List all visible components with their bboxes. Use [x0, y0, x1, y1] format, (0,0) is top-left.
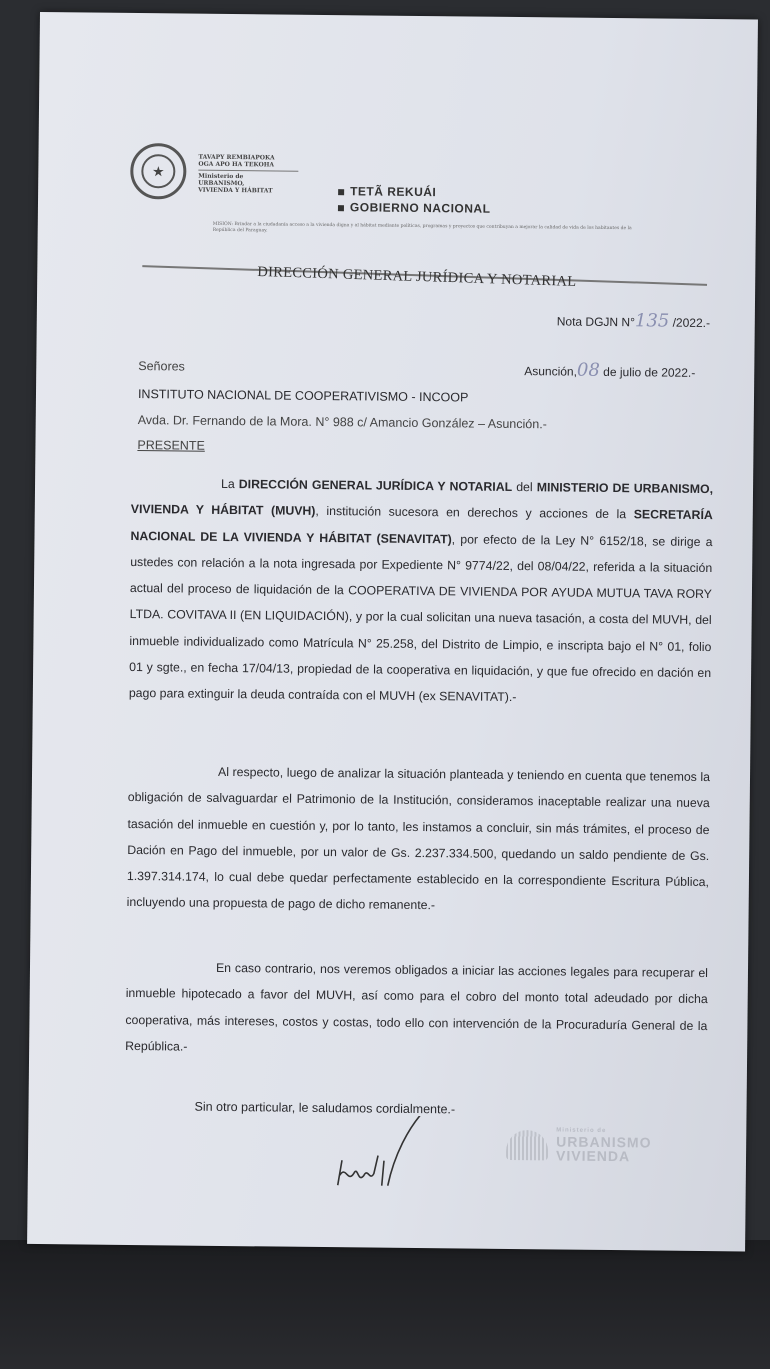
stamp-small: Ministerio de	[556, 1127, 607, 1134]
ministry-logo-text	[198, 154, 298, 195]
department-title: DIRECCIÓN GENERAL JURÍDICA Y NOTARIAL	[257, 263, 577, 290]
ministry-line: OGA APO HA TEKOHA	[198, 160, 275, 169]
ministry-line: URBANISMO,	[198, 179, 245, 188]
recipient-address: Avda. Dr. Fernando de la Mora. N° 988 c/ Amancio González – Asunción.-	[137, 413, 547, 432]
gov-line: TETÃ REKUÁI	[350, 184, 437, 200]
mission-statement: MISIÓN: Brindar a la ciudadanía acceso a la vivienda digna y al hábitat mediante políticas, programas y proyectos que contribuyan a mejorar la calidad de vida de los habitantes de la República del Paraguay.	[212, 221, 632, 234]
handwritten-number: 135	[634, 310, 670, 332]
note-suffix: /2022.-	[672, 315, 711, 331]
date-suffix: de julio de 2022.-	[603, 364, 696, 380]
paragraph-3	[125, 954, 708, 1065]
date-line	[524, 359, 695, 382]
ministry-line: TAVAPY REMBIAPOKA	[198, 153, 275, 162]
bold-text-segment: DIRECCIÓN GENERAL JURÍDICA Y NOTARIAL	[238, 477, 513, 494]
gov-line: GOBIERNO NACIONAL	[349, 200, 491, 216]
date-prefix: Asunción,	[524, 364, 578, 379]
stamp-line: VIVIENDA	[555, 1147, 631, 1165]
note-number	[557, 309, 710, 332]
text-segment: del	[512, 479, 537, 495]
note-prefix: Nota DGJN N°	[556, 314, 636, 330]
government-brand	[338, 183, 491, 217]
text-segment: La	[220, 476, 239, 492]
text-segment: En caso contrario, nos veremos obligados a iniciar las acciones legales para recuperar el inmueble hipotecado a favor del MUVH, así como para el cobro del monto total adeudado por dicha cooperativa, más intereses, costos y costas, todo ello con intervención de la Procuraduría General de la República.-	[125, 960, 709, 1054]
text-segment: , institución sucesora en derechos y acciones de la	[315, 504, 634, 522]
ministry-line: Ministerio de	[198, 172, 244, 181]
stamp-line: URBANISMO	[556, 1133, 652, 1151]
ministry-line: VIVIENDA Y HÁBITAT	[198, 186, 273, 195]
bold-text-segment: SECRETARÍA NACIONAL DE LA VIVIENDA Y HÁBITAT (SENAVITAT)	[130, 507, 713, 546]
text-segment: Al respecto, luego de analizar la situación planteada y teniendo en cuenta que tenemos la obligación de salvaguardar el Patrimonio de la Institución, consideramos inaceptable realizar una nueva tasación del inmueble en cuestión y, por lo tanto, les instamos a concluir, sin más trámites, el proceso de Dación en Pago del inmueble, por un valor de Gs. 2.237.334.500, quedando un saldo pendiente de Gs. 1.397.314.174, lo cual debe quedar perfectamente establecido en la correspondiente Escritura Pública, incluyendo una propuesta de pago de dicho remanente.-	[126, 764, 711, 913]
bold-text-segment: MINISTERIO DE URBANISMO, VIVIENDA Y HÁBITAT (MUVH)	[130, 480, 714, 519]
presente-label: PRESENTE	[137, 438, 205, 453]
recipient: INSTITUTO NACIONAL DE COOPERATIVISMO - INCOOP	[137, 387, 469, 405]
text-segment: , por efecto de la Ley N° 6152/18, se dirige a ustedes con relación a la nota ingresada por Expediente N° 9774/22, del 08/04/22, referida a la situación actual del proceso de liquidación de la COOPERATIVA DE VIVIENDA POR AYUDA MUTUA TAVA RORY LTDA. COVITAVA II (EN LIQUIDACIÓN), y por la cual solicitan una nueva tasación, a costa del MUVH, del inmueble individualizado como Matrícula N° 25.258, del Distrito de Limpio, e inscripta bajo el N° 01, folio 01 y sgte., en fecha 17/04/13, propiedad de la cooperativa en liquidación, y que fue ofrecido en dación en pago para extinguir la deuda contraída con el MUVH (ex SENAVITAT).-	[128, 531, 713, 705]
background	[0, 1240, 770, 1369]
letter-page	[27, 12, 758, 1251]
paragraph-2	[127, 758, 711, 922]
salutation: Señores	[138, 359, 185, 374]
signature-icon	[328, 1115, 449, 1196]
closing: Sin otro particular, le saludamos cordialmente.-	[194, 1099, 456, 1117]
handwritten-day: 08	[576, 359, 600, 381]
paragraph-1	[129, 470, 713, 713]
ministry-watermark-stamp	[506, 1127, 652, 1164]
national-seal-icon: ★	[130, 143, 187, 200]
